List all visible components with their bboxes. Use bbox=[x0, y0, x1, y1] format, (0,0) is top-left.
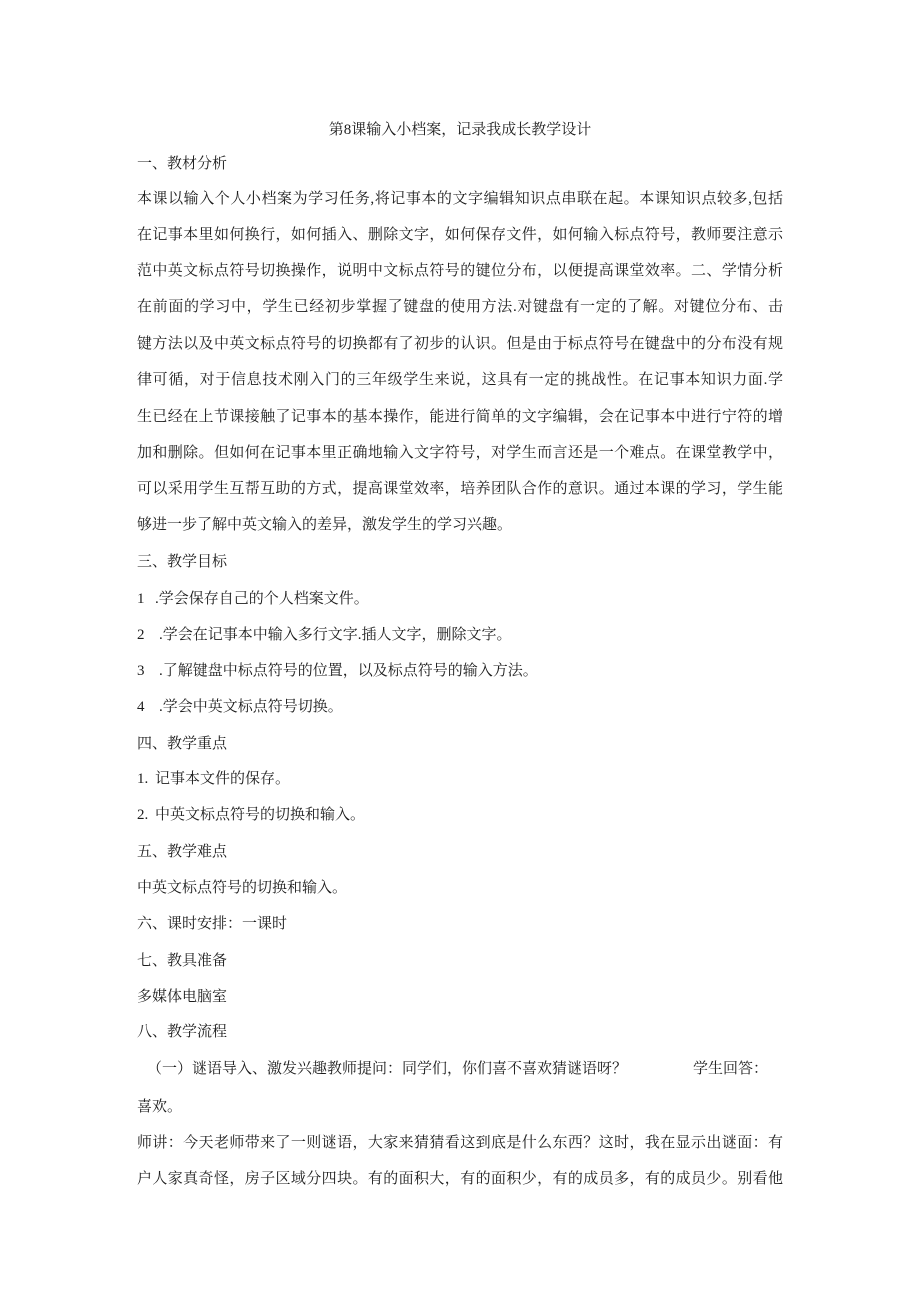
objective-text: .学会中英文标点符号切换。 bbox=[159, 699, 343, 715]
key-point-item bbox=[137, 805, 365, 825]
key-point-text: 中英文标点符号的切换和输入。 bbox=[155, 807, 366, 823]
paragraph-line: 户人家真奇怪，房子区域分四块。有的面积大，有的面积少，有的成员多，有的成员少。别看他 bbox=[137, 1171, 783, 1187]
paragraph-line: 在记事本里如何换行，如何插入、删除文字，如何保存文件，如何输入标点符号，教师要注意示 bbox=[137, 227, 783, 243]
section-heading-difficulty: 五、教学难点 bbox=[137, 844, 228, 860]
objective-number: 1 bbox=[137, 591, 145, 607]
section-heading-analysis: 一、教材分析 bbox=[137, 156, 228, 172]
paragraph-line: 生已经在上节课接触了记事本的基本操作，能进行简单的文字编辑，会在记事本中进行宁符的增 bbox=[137, 409, 783, 425]
objective-text: .学会在记事本中输入多行文字.插人文字，删除文字。 bbox=[159, 627, 512, 643]
key-point-text: 记事本文件的保存。 bbox=[155, 771, 291, 787]
schedule-text: 六、课时安排：一课时 bbox=[137, 916, 288, 932]
objective-text: .学会保存自己的个人档案文件。 bbox=[155, 591, 369, 607]
paragraph-line: 本课以输入个人小档案为学习任务,将记事本的文字编辑知识点串联在起。本课知识点较多,包括 bbox=[137, 191, 783, 207]
key-point-item bbox=[137, 769, 290, 789]
paragraph-line: 在前面的学习中，学生已经初步掌握了键盘的使用方法.对键盘有一定的了解。对键位分布、击 bbox=[137, 299, 783, 315]
key-point-number: 2. bbox=[137, 807, 149, 823]
paragraph-line: 键方法以及中英文标点符号的切换都有了初步的认识。但是由于标点符号在键盘中的分布没有规 bbox=[137, 336, 783, 352]
difficulty-text: 中英文标点符号的切换和输入。 bbox=[137, 880, 348, 896]
student-answer: 喜欢。 bbox=[137, 1099, 183, 1115]
key-point-number: 1. bbox=[137, 771, 149, 787]
process-step1-intro: （一）谜语导入、激发兴趣教师提问：同学们，你们喜不喜欢猜谜语呀？ bbox=[147, 1061, 628, 1077]
objective-number: 2 bbox=[137, 627, 145, 643]
paragraph-line: 师讲：今天老师带来了一则谜语，大家来猜猜看这到底是什么东西？这时，我在显示出谜面：有 bbox=[137, 1135, 783, 1151]
paragraph-line: 范中英文标点符号切换操作，说明中文标点符号的键位分布，以便提高课堂效率。二、学情分析 bbox=[137, 263, 783, 279]
student-answer-label: 学生回答： bbox=[693, 1061, 769, 1077]
paragraph-line: 可以采用学生互帮互助的方式，提高课堂效率，培养团队合作的意识。通过本课的学习，学生能 bbox=[137, 481, 783, 497]
section-heading-key-points: 四、教学重点 bbox=[137, 736, 228, 752]
objective-item bbox=[137, 697, 343, 717]
objective-number: 4 bbox=[137, 699, 145, 715]
objective-item bbox=[137, 661, 538, 681]
paragraph-line: 律可循，对于信息技术刚入门的三年级学生来说，这具有一定的挑战性。在记事本知识力面.学 bbox=[137, 372, 783, 388]
paragraph-line: 够进一步了解中英文输入的差异，激发学生的学习兴趣。 bbox=[137, 517, 513, 533]
objective-number: 3 bbox=[137, 663, 145, 679]
section-heading-objectives: 三、教学目标 bbox=[137, 554, 228, 570]
objective-item bbox=[137, 589, 369, 609]
paragraph-line: 加和删除。但如何在记事本里正确地输入文字符号，对学生而言还是一个难点。在课堂教学中， bbox=[137, 445, 783, 461]
section-heading-tools: 七、教具准备 bbox=[137, 953, 228, 969]
section-heading-process: 八、教学流程 bbox=[137, 1024, 228, 1040]
objective-item bbox=[137, 625, 512, 645]
document-title: 第8课输入小档案，记录我成长教学设计 bbox=[328, 122, 592, 138]
tools-text: 多媒体电脑室 bbox=[137, 989, 228, 1005]
objective-text: .了解键盘中标点符号的位置，以及标点符号的输入方法。 bbox=[159, 663, 538, 679]
